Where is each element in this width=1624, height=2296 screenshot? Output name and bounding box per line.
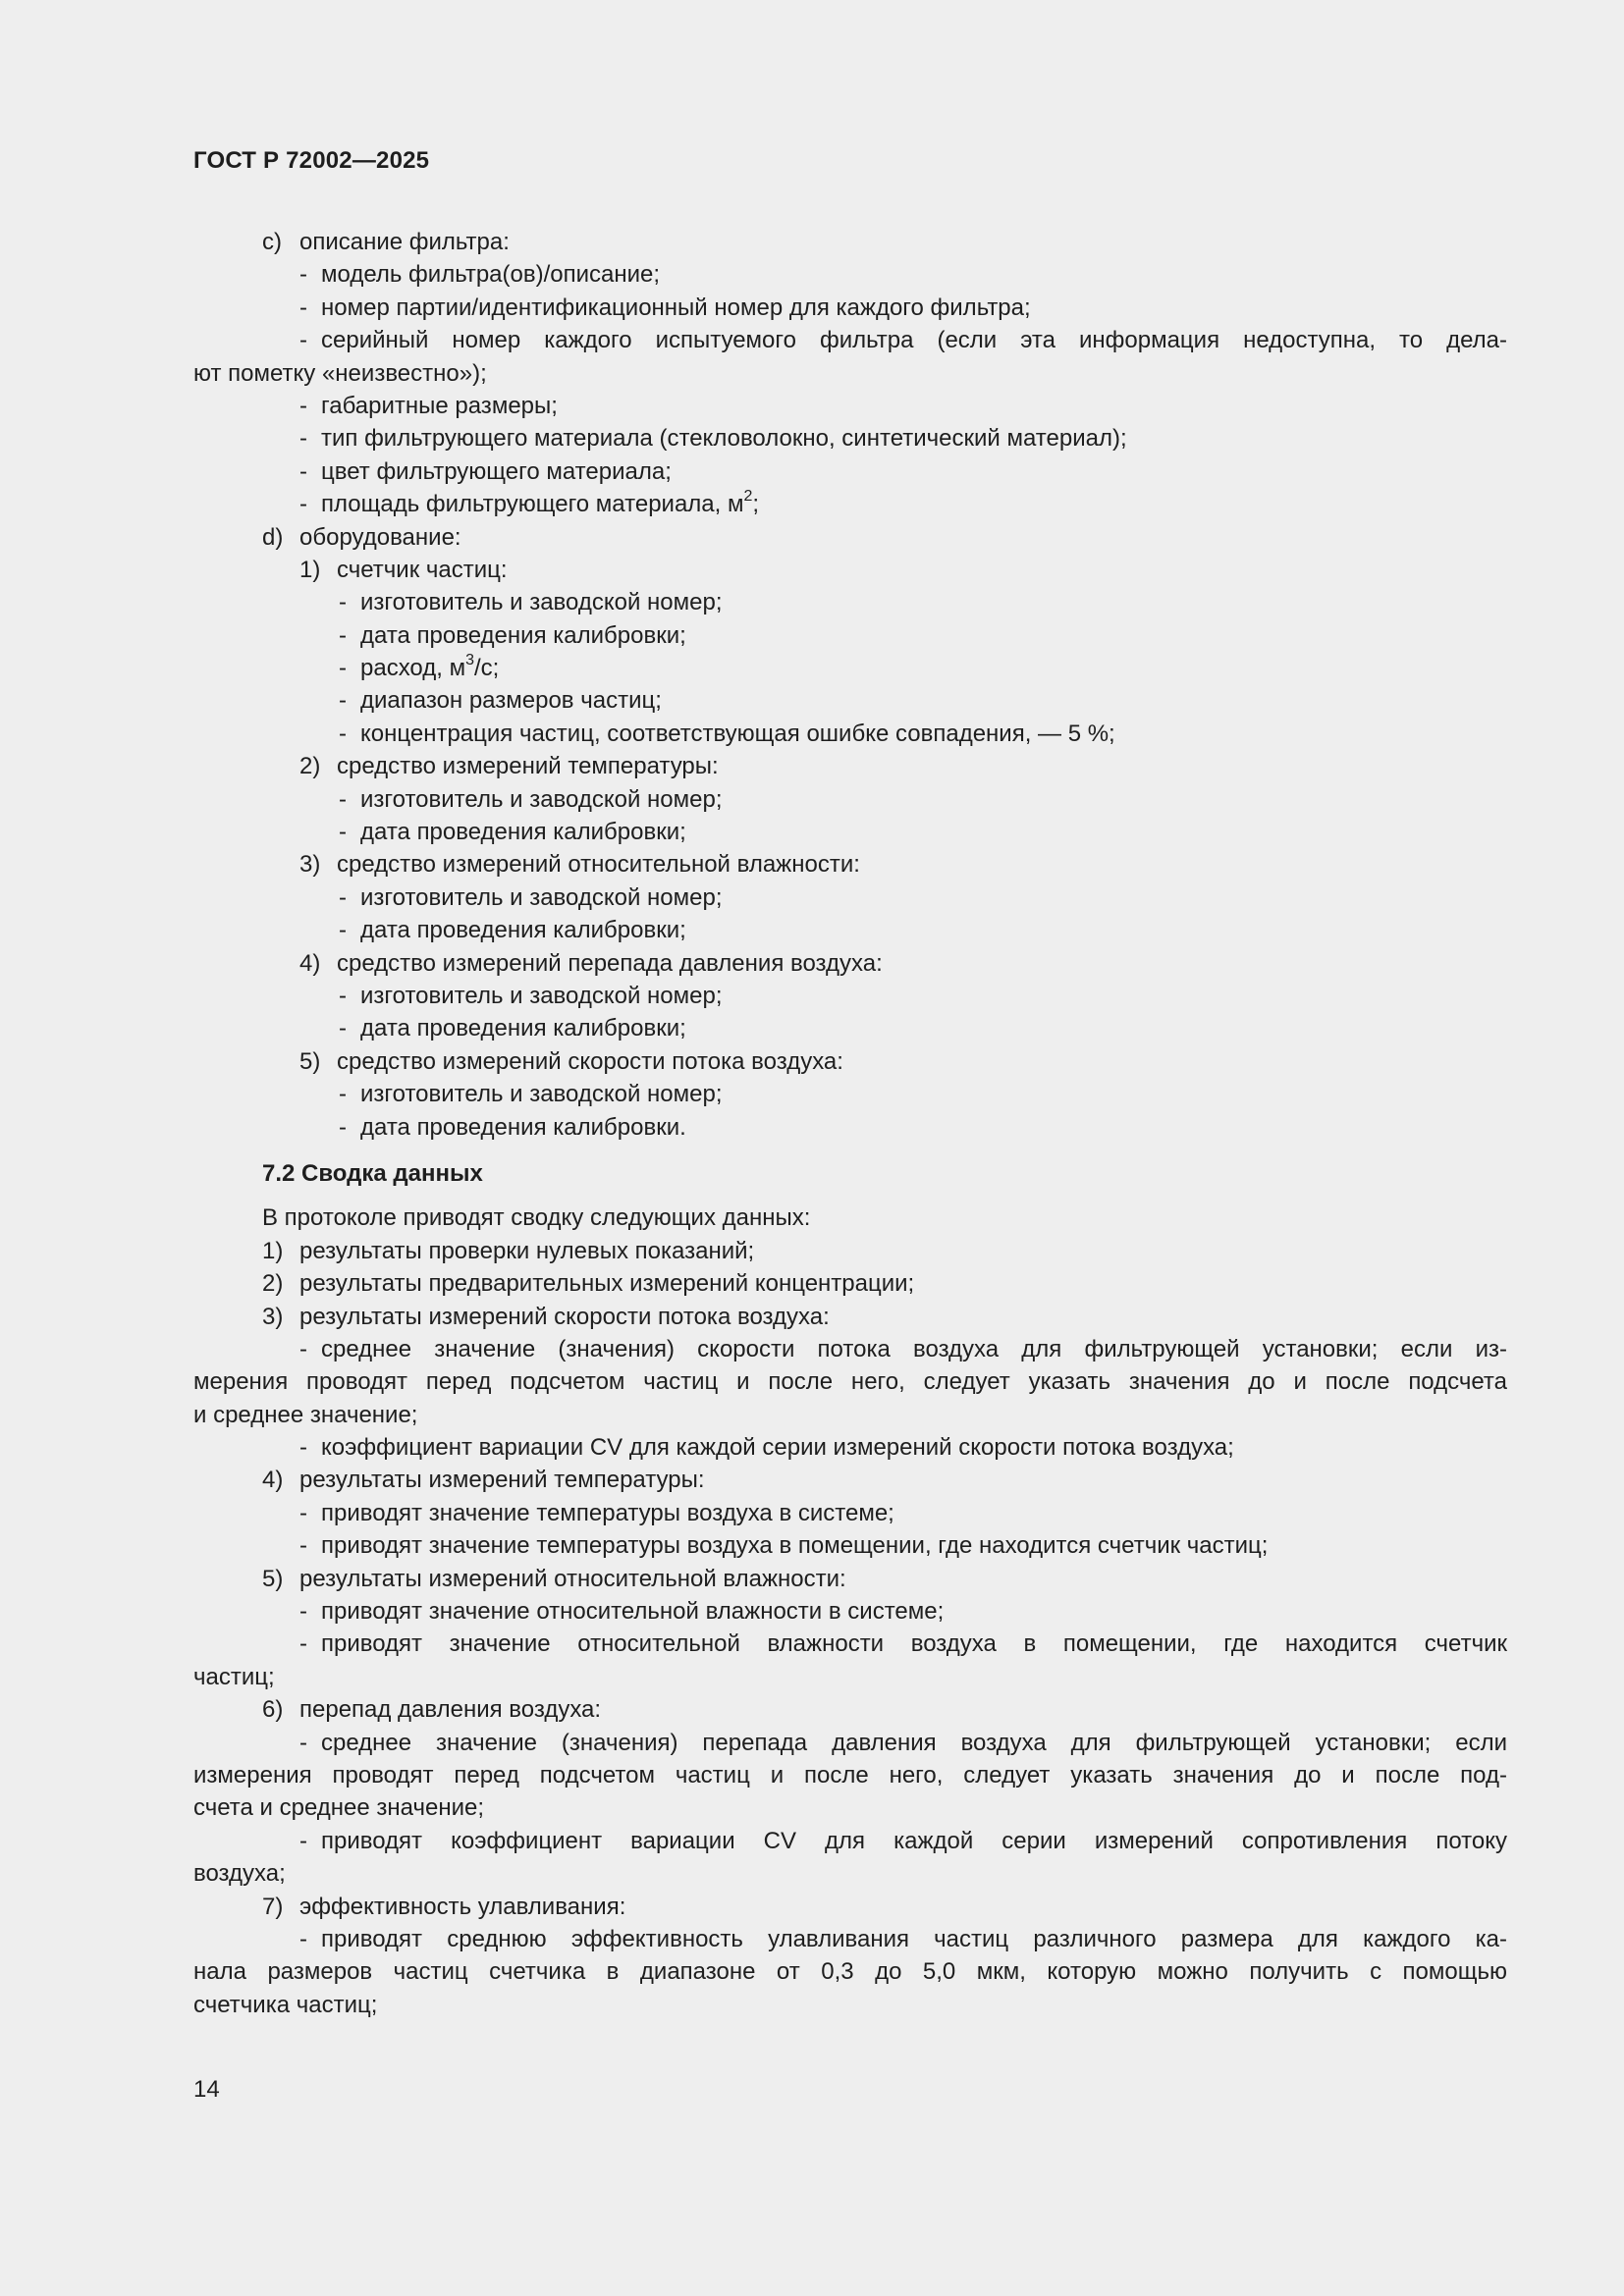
list-item-dash: - номер партии/идентификационный номер для каждого фильтра;	[299, 294, 1031, 321]
list-item-dash: - дата проведения калибровки;	[339, 621, 686, 649]
list-item-dash: - изготовитель и заводской номер;	[339, 982, 723, 1009]
continuation-line: воздуха;	[193, 1860, 286, 1888]
list-item-dash: - цвет фильтрующего материала;	[299, 457, 672, 485]
list-item-numbered: 3) результаты измерений скорости потока воздуха:	[262, 1303, 830, 1330]
continuation-line: нала размеров частиц счетчика в диапазоне от 0,3 до 5,0 мкм, которую можно получить с помощью	[193, 1958, 1507, 1986]
list-item-dash: - изготовитель и заводской номер;	[339, 1081, 723, 1108]
list-item-dash: - приводят значение температуры воздуха в помещении, где находится счетчик частиц;	[299, 1532, 1269, 1560]
section-intro: В протоколе приводят сводку следующих данных:	[262, 1204, 811, 1232]
list-item-d: d) оборудование:	[262, 523, 461, 551]
list-item-dash: - дата проведения калибровки;	[339, 917, 686, 944]
continuation-line: и среднее значение;	[193, 1401, 418, 1428]
list-item-dash: - изготовитель и заводской номер;	[339, 883, 723, 911]
list-item-numbered: 5) результаты измерений относительной влажности:	[262, 1565, 846, 1592]
list-item-numbered: 5) средство измерений скорости потока воздуха:	[299, 1047, 843, 1075]
list-item-numbered: 1) счетчик частиц:	[299, 556, 508, 583]
list-item-dash: - приводят коэффициент вариации CV для каждой серии измерений сопротивления потоку	[299, 1827, 1507, 1854]
list-item-dash: - расход, $м^3/с$;	[339, 652, 500, 682]
list-item-dash: - приводят среднюю эффективность улавливания частиц различного размера для каждого ка-	[299, 1925, 1507, 1952]
list-item-dash: - приводят значение относительной влажности воздуха в помещении, где находится счетчик	[299, 1630, 1507, 1658]
list-item-dash: - серийный номер каждого испытуемого фильтра (если эта информация недоступна, то дела-	[299, 327, 1507, 354]
continuation-line: ют пометку «неизвестно»);	[193, 359, 487, 387]
continuation-line: измерения проводят перед подсчетом частиц и после него, следует указать значения до и после под-	[193, 1761, 1507, 1789]
list-item-dash: - среднее значение (значения) перепада давления воздуха для фильтрующей установки; если	[299, 1729, 1507, 1756]
list-item-numbered: 2) средство измерений температуры:	[299, 753, 719, 780]
list-item-dash: - приводят значение температуры воздуха в системе;	[299, 1499, 894, 1526]
page-number: 14	[193, 2076, 220, 2103]
list-item-dash: - приводят значение относительной влажности в системе;	[299, 1598, 945, 1626]
list-item-dash: - тип фильтрующего материала (стекловолокно, синтетический материал);	[299, 425, 1127, 453]
list-item-dash: - дата проведения калибровки;	[339, 819, 686, 846]
continuation-line: мерения проводят перед подсчетом частиц и после него, следует указать значения до и после подсчета	[193, 1368, 1507, 1396]
continuation-line: счетчика частиц;	[193, 1991, 378, 2018]
list-item-numbered: 2) результаты предварительных измерений концентрации;	[262, 1270, 915, 1298]
list-item-numbered: 3) средство измерений относительной влажности:	[299, 851, 860, 879]
continuation-line: счета и среднее значение;	[193, 1794, 484, 1822]
list-item-dash: - модель фильтра(ов)/описание;	[299, 261, 661, 289]
list-item-dash: - изготовитель и заводской номер;	[339, 785, 723, 813]
section-heading: 7.2 Сводка данных	[262, 1159, 483, 1187]
list-item-dash: - концентрация частиц, соответствующая ошибке совпадения, — 5 %;	[339, 720, 1115, 747]
list-item-numbered: 4) результаты измерений температуры:	[262, 1467, 705, 1494]
list-item-dash: - габаритные размеры;	[299, 392, 558, 419]
list-item-dash: - изготовитель и заводской номер;	[339, 589, 723, 616]
list-item-numbered: 7) эффективность улавливания:	[262, 1893, 626, 1920]
list-item-dash: - дата проведения калибровки;	[339, 1015, 686, 1042]
document-code-header: ГОСТ Р 72002—2025	[193, 147, 430, 174]
list-item-dash: - площадь фильтрующего материала, $м^2$;	[299, 488, 760, 518]
list-item-numbered: 1) результаты проверки нулевых показаний;	[262, 1237, 755, 1264]
list-item-numbered: 6) перепад давления воздуха:	[262, 1696, 602, 1724]
list-item-dash: - среднее значение (значения) скорости потока воздуха для фильтрующей установки; если из-	[299, 1335, 1507, 1362]
list-item-c: c) описание фильтра:	[262, 229, 510, 255]
continuation-line: частиц;	[193, 1663, 275, 1690]
list-item-numbered: 4) средство измерений перепада давления воздуха:	[299, 949, 883, 977]
list-item-dash: - дата проведения калибровки.	[339, 1113, 686, 1141]
list-item-dash: - коэффициент вариации CV для каждой серии измерений скорости потока воздуха;	[299, 1434, 1234, 1462]
list-item-dash: - диапазон размеров частиц;	[339, 687, 662, 715]
page-body	[193, 226, 1507, 2021]
